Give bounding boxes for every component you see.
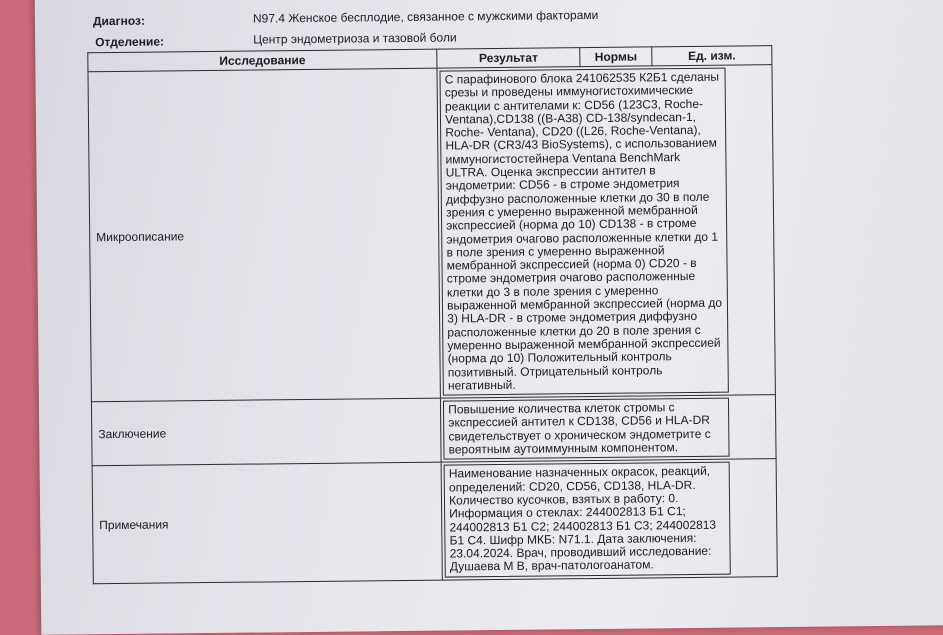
column-header-result: Результат	[437, 48, 580, 68]
diagnosis-label: Диагноз:	[92, 13, 146, 29]
table-row	[92, 459, 777, 584]
diagnosis-value: N97.4 Женское бесплодие, связанное с мужскими факторами	[252, 7, 599, 26]
column-header-study: Исследование	[88, 49, 437, 72]
table-row	[88, 65, 775, 402]
result-cell	[441, 459, 777, 580]
department-label: Отделение:	[95, 34, 165, 50]
row-label-conclusion: Заключение	[91, 398, 441, 466]
table-row	[91, 395, 776, 466]
column-header-units: Ед. изм.	[652, 46, 772, 66]
department-value: Центр эндометриоза и тазовой боли	[253, 30, 457, 47]
column-header-norms: Нормы	[580, 47, 652, 67]
result-text-conclusion: Повышение количества клеток стромы с экспрессией антител к CD138, CD56 и HLA-DR свидетельствует о хроническом эндометрите с вероятным аутоиммунным компонентом.	[443, 398, 730, 460]
report-page	[35, 0, 943, 635]
results-table	[87, 45, 778, 584]
result-text-microdescription: С парафинового блока 241062535 К2Б1 сделаны срезы и проведены иммуногистохимические реакции с антителами к: CD56 (123С3, Roche-Ventana),CD138 ((B-A38) CD-138/syndecan-1, Roche- Ventana), CD20 ((L26, Roche-Ventana), HLA-DR (CR3/43 BioSystems), с использованием иммуногистостейнера Ventana BenchMark ULTRA. Оценка экспрессии антител в эндометрии: CD56 - в строме эндометрия диффузно расположенные клетки до 30 в поле зрения с умеренно выраженной мембранной экспрессией (норма до 10) CD138 - в строме эндометрия очагово расположенные клетки до 1 в поле зрения с умеренно выраженной мембранной экспрессией (норма 0) CD20 - в строме эндометрия очагово расположенные клетки до 3 в поле зрения с умеренно выраженной мембранной экспрессией (норма до 3) HLA-DR - в строме эндометрия диффузно расположенные клетки до 20 в поле зрения с умеренно выраженной мембранной экспрессией (норма до 10) Положительный контроль позитивный. Отрицательный контроль негативный.	[440, 68, 729, 396]
result-cell	[441, 395, 777, 463]
row-label-notes: Примечания	[92, 462, 442, 583]
row-label-microdescription: Микроописание	[88, 68, 441, 402]
result-text-notes: Наименование назначенных окрасок, реакций, определений: CD20, CD56, CD138, HLA-DR. Количество кусочков, взятых в работу: 0. Информация о стеклах: 244002813 Б1 С1; 244002813 Б1 С2; 244002813 Б1 С3; 244002813 Б1 С4. Шифр МКБ: N71.1. Дата заключения: 23.04.2024. Врач, проводивший исследование: Душаева М В, врач-патологоанатом.	[444, 462, 731, 577]
result-cell	[437, 65, 775, 399]
